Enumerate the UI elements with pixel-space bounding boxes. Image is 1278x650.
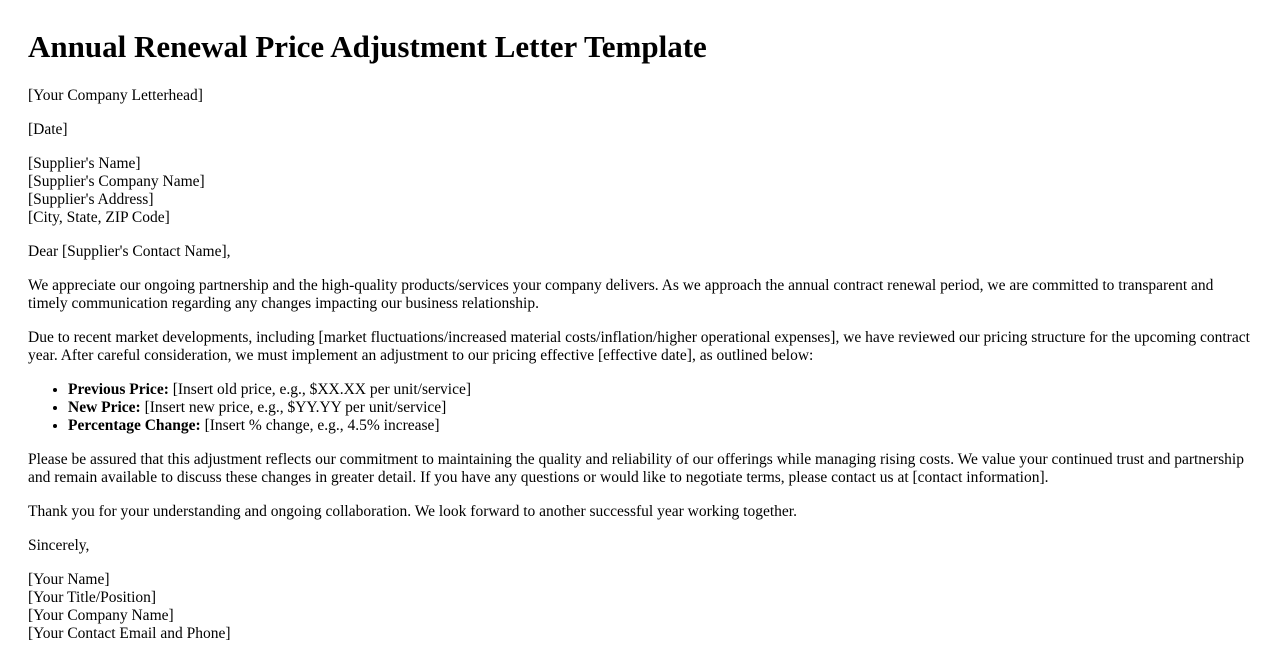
recipient-address: [Supplier's Address] (28, 191, 154, 208)
body-paragraph-3: Please be assured that this adjustment reflects our commitment to maintaining the quality and reliability of our offerings while managing rising costs. We value your continued trust and partnership and remain available to discuss these changes in greater detail. If you have any questions or would like to negotiate terms, please contact us at [contact information]. (28, 451, 1244, 486)
letterhead-placeholder: [Your Company Letterhead] (28, 87, 203, 104)
body-paragraph-4: Thank you for your understanding and ongoing collaboration. We look forward to another successful year working together. (28, 503, 797, 520)
new-price-value: [Insert new price, e.g., $YY.YY per unit/service] (140, 399, 447, 416)
signature-company: [Your Company Name] (28, 607, 174, 624)
list-item-previous-price (68, 381, 1250, 399)
percentage-change-value: [Insert % change, e.g., 4.5% increase] (200, 417, 440, 434)
body-paragraph-1: We appreciate our ongoing partnership and the high-quality products/services your company delivers. As we approach the annual contract renewal period, we are committed to transparent and timely communication regarding any changes impacting our business relationship. (28, 277, 1214, 312)
previous-price-label: Previous Price: (68, 381, 169, 398)
previous-price-value: [Insert old price, e.g., $XX.XX per unit/service] (168, 381, 472, 398)
date-placeholder: [Date] (28, 121, 68, 138)
page-title: Annual Renewal Price Adjustment Letter Template (28, 29, 707, 64)
list-item-percentage-change (68, 417, 1250, 435)
signature-contact: [Your Contact Email and Phone] (28, 625, 231, 642)
recipient-name: [Supplier's Name] (28, 155, 141, 172)
price-change-list (28, 381, 1250, 435)
recipient-city: [City, State, ZIP Code] (28, 209, 170, 226)
signature-block (28, 571, 1250, 643)
recipient-address-block (28, 155, 1250, 227)
list-item-new-price (68, 399, 1250, 417)
signature-title: [Your Title/Position] (28, 589, 157, 606)
new-price-label: New Price: (68, 399, 141, 416)
closing: Sincerely, (28, 537, 90, 554)
percentage-change-label: Percentage Change: (68, 417, 201, 434)
salutation: Dear [Supplier's Contact Name], (28, 243, 231, 260)
recipient-company: [Supplier's Company Name] (28, 173, 205, 190)
signature-name: [Your Name] (28, 571, 110, 588)
body-paragraph-2: Due to recent market developments, including [market fluctuations/increased material costs/inflation/higher operational expenses], we have reviewed our pricing structure for the upcoming contract year. After careful consideration, we must implement an adjustment to our pricing effective [effective date], as outlined below: (28, 329, 1250, 364)
